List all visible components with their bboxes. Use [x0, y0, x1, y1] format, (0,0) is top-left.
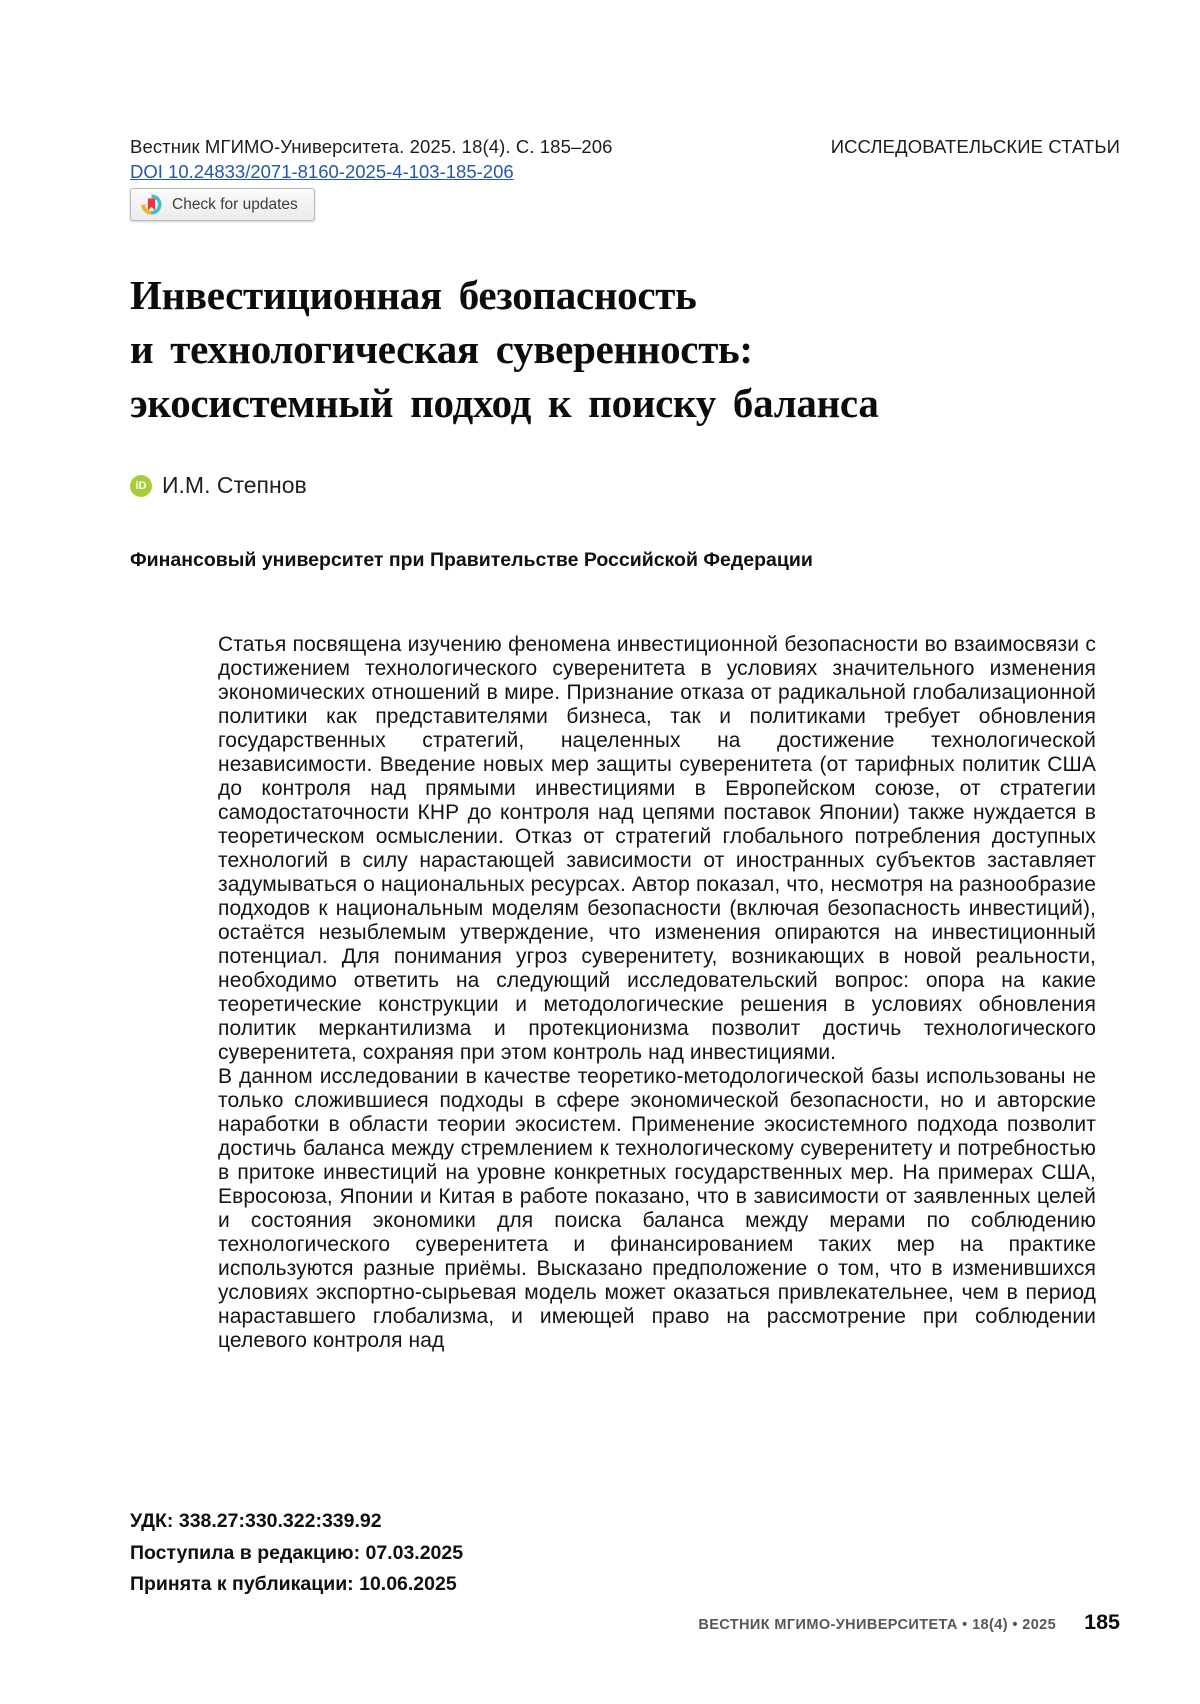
- page-header: [130, 136, 1120, 158]
- accepted-date: Принята к публикации: 10.06.2025: [130, 1573, 457, 1595]
- section-label: ИССЛЕДОВАТЕЛЬСКИЕ СТАТЬИ: [830, 136, 1120, 157]
- author-name: И.М. Степнов: [162, 472, 307, 498]
- title-line-3: экосистемный подход к поиску баланса: [130, 380, 879, 426]
- author-row: [130, 472, 307, 499]
- footer-journal-title: ВЕСТНИК МГИМО-УНИВЕРСИТЕТА • 18(4) • 2025: [698, 1617, 1057, 1633]
- article-title: [130, 268, 1110, 430]
- udc-code: УДК: 338.27:330.322:339.92: [130, 1510, 382, 1532]
- journal-reference: Вестник МГИМО-Университета. 2025. 18(4). С. 185–206: [130, 136, 613, 157]
- title-line-1: Инвестиционная безопасность: [130, 272, 697, 318]
- article-meta: [130, 1506, 463, 1601]
- abstract-text: [218, 633, 1096, 1353]
- abstract-paragraph-2: В данном исследовании в качестве теоретико-методологической базы использованы не только сложившиеся подходы в сфере экономической безопасности, но и авторские наработки в области теории экосистем. Применение экосистемного подхода позволит достичь баланса между стремлением к технологическому суверенитету и потребностью в притоке инвестиций на уровне конкретных государственных мер. На примерах США, Евросоюза, Японии и Китая в работе показано, что в зависимости от заявленных целей и состояния экономики для поиска баланса между мерами по соблюдению технологического суверенитета и финансированием таких мер на практике используются разные приёмы. Высказано предположение о том, что в изменившихся условиях экспортно-сырьевая модель может оказаться привлекательнее, чем в период нараставшего глобализма, и имеющей право на рассмотрение при соблюдении целевого контроля над: [218, 1065, 1096, 1352]
- author-affiliation: Финансовый университет при Правительстве Российской Федерации: [130, 549, 813, 571]
- received-date: Поступила в редакцию: 07.03.2025: [130, 1541, 464, 1564]
- page-footer: [698, 1610, 1120, 1635]
- check-for-updates-label: Check for updates: [172, 195, 298, 213]
- title-line-2: и технологическая суверенность:: [130, 326, 753, 372]
- doi-link[interactable]: DOI 10.24833/2071-8160-2025-4-103-185-206: [130, 161, 514, 182]
- orcid-icon[interactable]: iD: [130, 475, 152, 497]
- abstract-paragraph-1: Статья посвящена изучению феномена инвестиционной безопасности во взаимосвязи с достижением технологического суверенитета в условиях значительного изменения экономических отношений в мире. Признание отказа от радикальной глобализационной политики как представителями бизнеса, так и политиками требует обновления государственных стратегий, нацеленных на достижение технологической независимости. Введение новых мер защиты суверенитета (от тарифных политик США до контроля над прямыми инвестициями в Европейском союзе, от стратегии самодостаточности КНР до контроля над цепями поставок Японии) также нуждается в теоретическом осмыслении. Отказ от стратегий глобального потребления доступных технологий в силу нарастающей зависимости от иностранных субъектов заставляет задумываться о национальных ресурсах. Автор показал, что, несмотря на разнообразие подходов к национальным моделям безопасности (включая безопасность инвестиций), остаётся незыблемым утверждение, что изменения опираются на инвестиционный потенциал. Для понимания угроз суверенитету, возникающих в новой реальности, необходимо ответить на следующий исследовательский вопрос: опора на какие теоретические конструкции и методологические решения в условиях обновления политик меркантилизма и протекционизма позволит достичь технологического суверенитета, сохраняя при этом контроль над инвестициями.: [218, 633, 1096, 1064]
- check-for-updates-button[interactable]: [130, 188, 315, 221]
- crossmark-icon: [140, 193, 163, 216]
- footer-page-number: 185: [1084, 1610, 1120, 1634]
